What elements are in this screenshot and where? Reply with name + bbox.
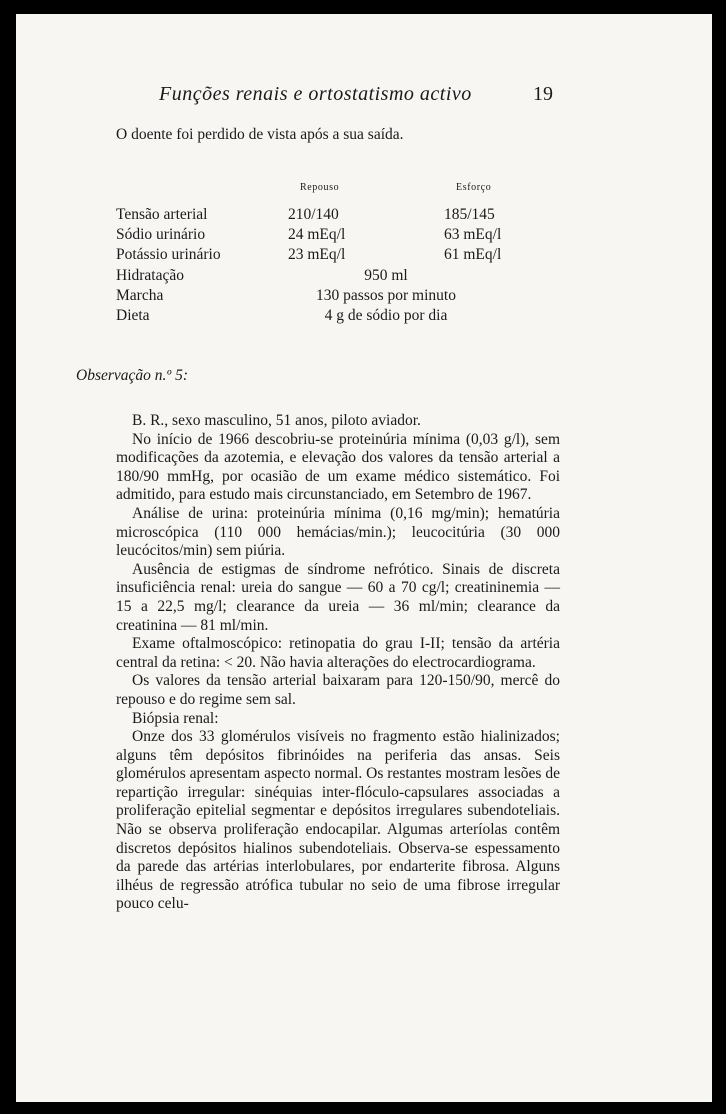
row-label: Dieta (116, 307, 150, 324)
paragraph: Ausência de estigmas de síndrome nefrótico. Sinais de discreta insuficiência renal: ureia do sangue — 60 a 70 cg/l; creatininemia — 15 a 22,5 mg/l; clearance da ureia — 36 ml/min; clearance da creatinina — 81 ml/min. (116, 560, 560, 634)
table-row (116, 287, 596, 307)
column-header-esforco: Esforço (456, 182, 492, 193)
repouso-value: 23 mEq/l (288, 246, 346, 263)
paragraph: B. R., sexo masculino, 51 anos, piloto aviador. (132, 412, 421, 429)
row-label: Potássio urinário (116, 246, 221, 263)
table-row (116, 206, 576, 226)
observation-heading: Observação n.º 5: (76, 367, 188, 384)
paragraph: No início de 1966 descobriu-se proteinúria mínima (0,03 g/l), sem modificações da azotemia, e elevação dos valores da tensão arterial a 180/90 mmHg, por ocasião de um exame médico sistemático. Foi admitido, para estudo mais circunstanciado, em Setembro de 1967. (116, 430, 560, 504)
table-row (116, 307, 596, 327)
row-value: 130 passos por minuto (316, 287, 456, 304)
table-row (116, 226, 576, 246)
paragraph: Os valores da tensão arterial baixaram para 120-150/90, mercê do repouso e do regime sem sal. (116, 672, 560, 708)
esforco-value: 185/145 (444, 206, 495, 223)
paragraph: Biópsia renal: (132, 709, 219, 727)
repouso-value: 24 mEq/l (288, 226, 346, 243)
row-value: 950 ml (364, 267, 408, 284)
running-header-title: Funções renais e ortostatismo activo (159, 83, 472, 105)
paragraph: Exame oftalmoscópico: retinopatia do grau I-II; tensão da artéria central da retina: < 20. Não havia alterações do electrocardiograma. (116, 635, 560, 671)
table-row (116, 246, 576, 266)
table-row (116, 267, 596, 287)
repouso-value: 210/140 (288, 206, 339, 223)
paragraph: Onze dos 33 glomérulos visíveis no fragmento estão hialinizados; alguns têm depósitos fibrinóides na periferia das ansas. Seis glomérulos apresentam aspecto normal. Os restantes mostram lesões de repartição irregular: sinéquias inter-flóculo-capsulares associadas a proliferação epitelial segmentar e depósitos irregulares subendoteliais. Não se observa proliferação endocapilar. Algumas arteríolas contêm discretos depósitos hialinos subendoteliais. Observa-se espessamento da parede das artérias interlobulares, por endarterite fibrosa. Alguns ilhéus de regressão atrófica tubular no seio de uma fibrose irregular pouco celu- (116, 728, 560, 913)
row-label: Tensão arterial (116, 206, 208, 223)
case-report-body (116, 412, 560, 914)
esforco-value: 61 mEq/l (444, 246, 502, 263)
esforco-value: 63 mEq/l (444, 226, 502, 243)
row-label: Marcha (116, 287, 164, 304)
intro-sentence: O doente foi perdido de vista após a sua saída. (116, 126, 404, 143)
row-value: 4 g de sódio por dia (324, 307, 448, 324)
document-page (16, 14, 712, 1102)
column-header-repouso: Repouso (300, 182, 340, 193)
row-label: Hidratação (116, 267, 184, 284)
row-label: Sódio urinário (116, 226, 206, 243)
paragraph: Análise de urina: proteinúria mínima (0,16 mg/min); hematúria microscópica (110 000 hemácias/min.); leucocitúria (30 000 leucócitos/min) sem piúria. (116, 504, 560, 560)
page-number: 19 (533, 83, 553, 105)
